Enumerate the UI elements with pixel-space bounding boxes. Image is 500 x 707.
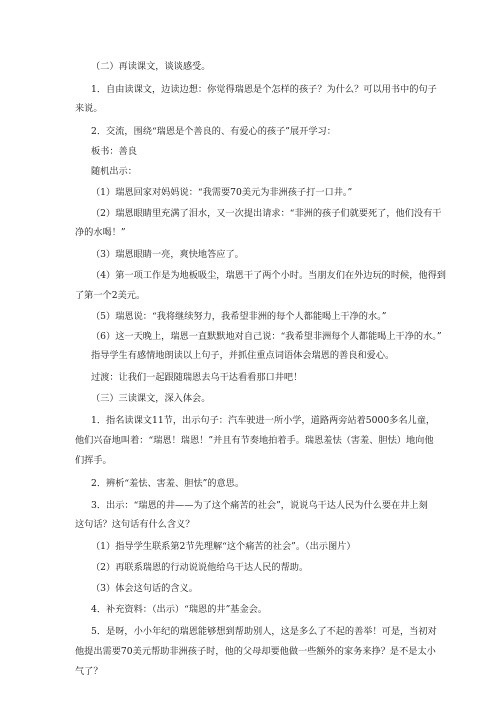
paragraph-line: （3）体会这句话的含义。 (91, 583, 198, 594)
paragraph-line: （1）指导学生联系第2节先理解“这个痛苦的社会”。（出示图片） (91, 541, 356, 552)
paragraph-line: （5）瑞恩说：“我将继续努力，我希望非洲的每个人都能喝上干净的水。” (91, 311, 387, 322)
paragraph-line: 这句话？这句话有什么含义？ (75, 519, 195, 530)
paragraph-line: 净的水喝！” (75, 227, 126, 238)
paragraph-line: （4）第一项工作是为地板吸尘，瑞恩干了两个小时。当朋友们在外边玩的时候，他得到 (91, 270, 446, 281)
paragraph-line: （2）瑞恩眼睛里充满了泪水，又一次提出请求：“非洲的孩子们就要死了，他们没有干 (91, 208, 442, 219)
paragraph-line: （2）再联系瑞恩的行动说说他给乌干达人民的帮助。 (91, 562, 309, 573)
paragraph-line: 来说。 (75, 103, 103, 114)
section-heading: （三）三读课文，深入体会。 (91, 393, 211, 404)
paragraph-line: 4．补充资料：（出示）“瑞恩的井”基金会。 (91, 604, 268, 615)
paragraph-line: 3．出示：“瑞恩的井——为了这个痛苦的社会”，说说乌干达人民为什么要在井上刻 (91, 500, 428, 511)
paragraph-line: 2．交流，围绕“瑞恩是个善良的、有爱心的孩子”展开学习： (91, 126, 336, 137)
paragraph-line: （6）这一天晚上，瑞恩一直默默地对自己说：“我希望非洲每个人都能喝上干净的水。” (91, 331, 442, 342)
paragraph-line: 气了？ (75, 666, 103, 677)
paragraph-line: 1．指名读课文11节，出示句子：汽车驶进一所小学，道路两旁站着5000多名儿童， (91, 415, 436, 426)
section-heading: （二）再读课文，谈谈感受。 (91, 61, 211, 72)
paragraph-line: 了第一个2美元。 (75, 290, 146, 301)
paragraph-line: 随机出示： (91, 166, 137, 177)
paragraph-line: 2．辨析“羞怯、害羞、胆怯”的意思。 (91, 478, 245, 489)
paragraph-line: 过渡：让我们一起跟随瑞恩去乌干达看看那口井吧！ (91, 372, 303, 383)
paragraph-line: 指导学生有感情地朗读以上句子，并抓住重点词语体会瑞恩的善良和爱心。 (91, 350, 395, 361)
paragraph-line: 他们兴奋地叫着：“瑞恩！瑞恩！”并且有节奏地拍着手。瑞恩羞怯（害羞、胆怯）地向他 (75, 435, 434, 446)
paragraph-line: （3）瑞恩眼睛一亮，爽快地答应了。 (91, 249, 244, 260)
paragraph-line: 5．是呀，小小年纪的瑞恩能够想到帮助别人，这是多么了不起的善举！可是，当初对 (91, 626, 437, 637)
paragraph-line: 1．自由读课文，边读边想：你觉得瑞恩是个怎样的孩子？为什么？可以用书中的句子 (91, 84, 437, 95)
paragraph-line: 他提出需要70美元帮助非洲孩子时，他的父母却要他做一些额外的家务来挣？是不是太小 (75, 646, 436, 657)
paragraph-line: 们挥手。 (75, 455, 112, 466)
paragraph-line: 板书：善良 (91, 146, 137, 157)
paragraph-line: （1）瑞恩回家对妈妈说：“我需要70美元为非洲孩子打一口井。” (91, 187, 353, 198)
